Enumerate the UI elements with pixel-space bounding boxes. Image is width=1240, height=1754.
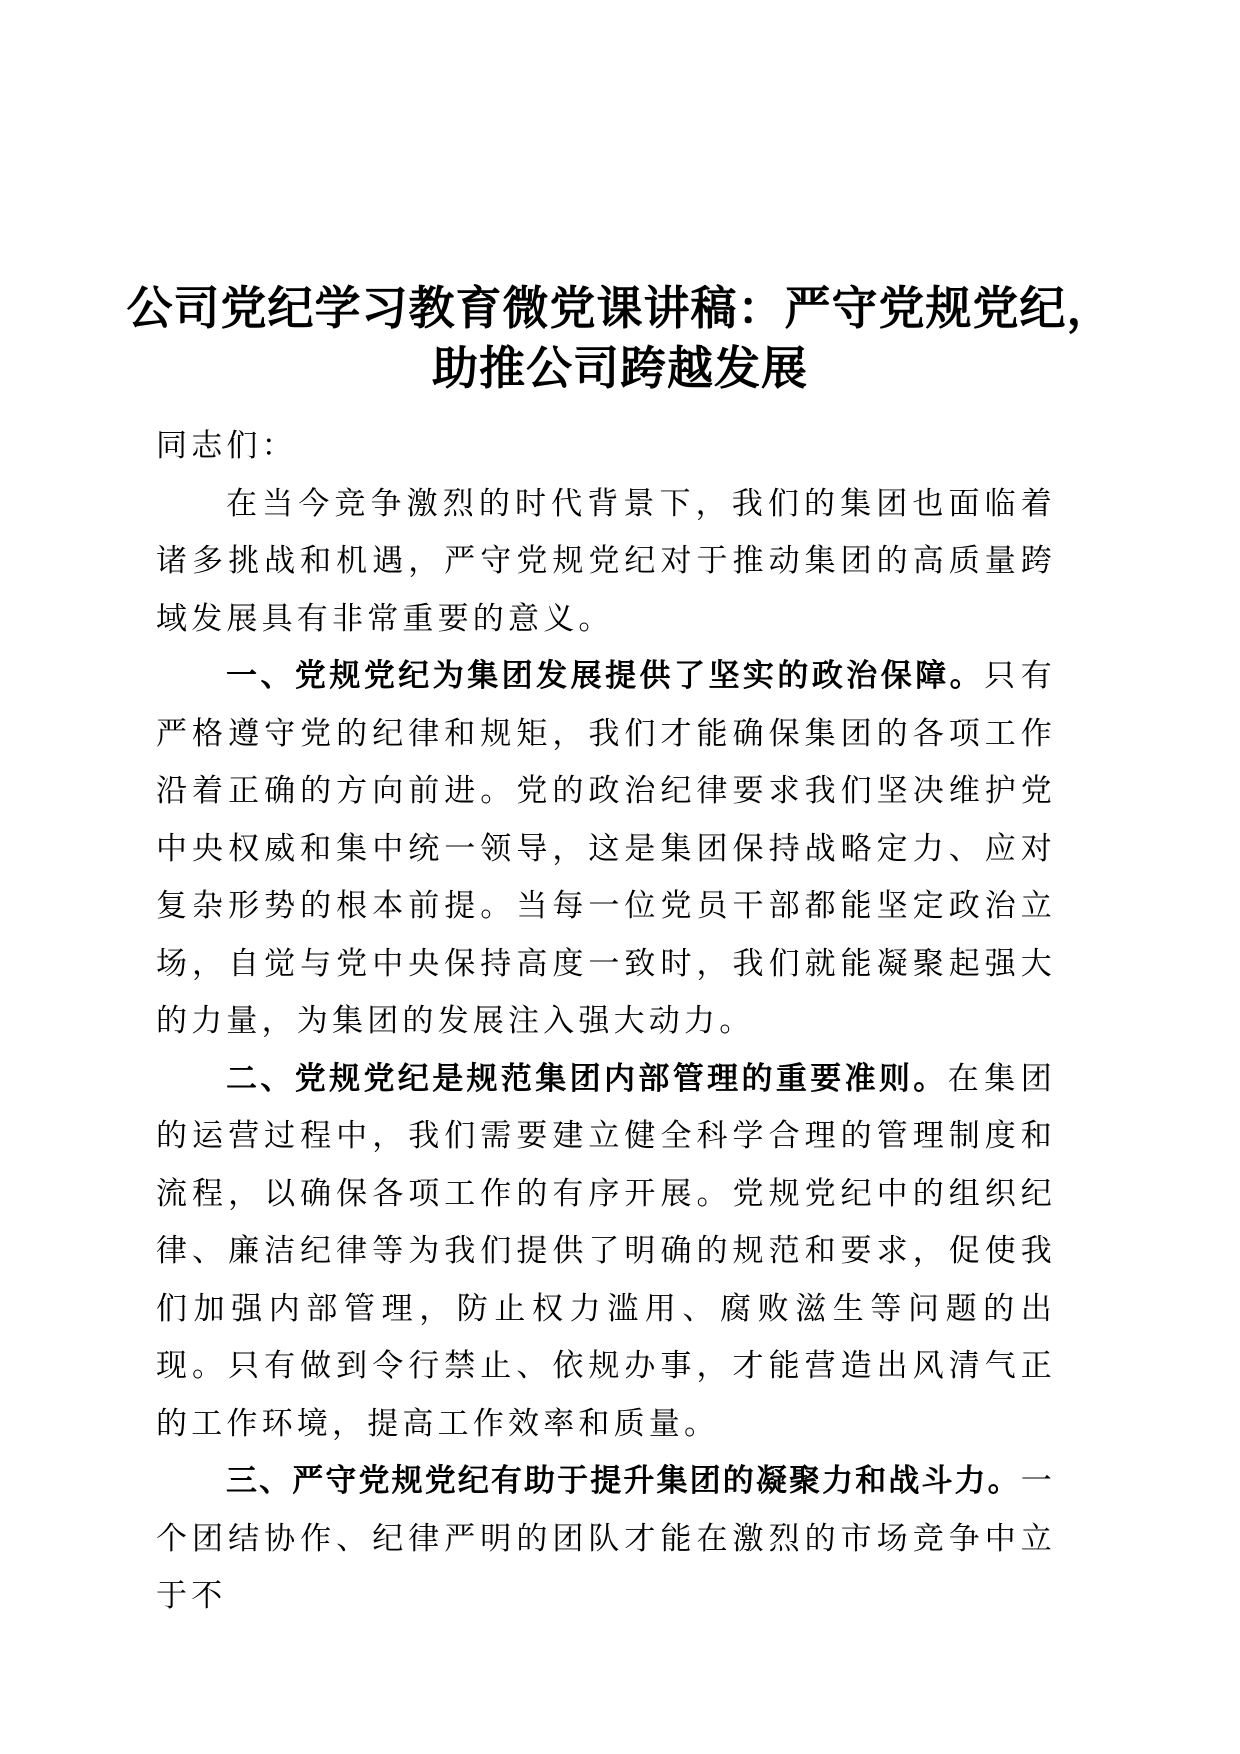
section-2-paragraph	[156, 1051, 1056, 1454]
document-title	[120, 278, 1120, 398]
title-line-2: 助推公司跨越发展	[432, 341, 808, 395]
section-2-heading: 二、党规党纪是规范集团内部管理的重要准则。	[226, 1060, 948, 1097]
title-line-1: 公司党纪学习教育微党课讲稿：严守党规党纪，	[126, 281, 1114, 335]
intro-paragraph: 在当今竞争激烈的时代背景下，我们的集团也面临着诸多挑战和机遇，严守党规党纪对于推动集团的高质量跨域发展具有非常重要的意义。	[156, 485, 1056, 637]
section-3-heading: 三、严守党规党纪有助于提升集团的凝聚力和战斗力。	[226, 1463, 1021, 1499]
section-3-body: 一个团结协作、纪律严明的团队才能在激烈的市场竞争中立于不	[156, 1463, 1056, 1614]
section-3-paragraph	[156, 1453, 1056, 1626]
section-2-body: 在集团的运营过程中，我们需要建立健全科学合理的管理制度和流程，以确保各项工作的有序开展。党规党纪中的组织纪律、廉洁纪律等为我们提供了明确的规范和要求，促使我们加强内部管理，防止权力滥用、腐败滋生等问题的出现。只有做到令行禁止、依规办事，才能营造出风清气正的工作环境，提高工作效率和质量。	[156, 1060, 1057, 1442]
section-1-heading: 一、党规党纪为集团发展提供了坚实的政治保障。	[226, 658, 985, 694]
section-1-body: 只有严格遵守党的纪律和规矩，我们才能确保集团的各项工作沿着正确的方向前进。党的政治纪律要求我们坚决维护党中央权威和集中统一领导，这是集团保持战略定力、应对复杂形势的根本前提。当每一位党员干部都能坚定政治立场，自觉与党中央保持高度一致时，我们就能凝聚起强大的力量，为集团的发展注入强大动力。	[156, 658, 1057, 1039]
salutation: 同志们：	[156, 428, 297, 464]
document-body	[156, 418, 1056, 1626]
section-1-paragraph	[156, 648, 1056, 1051]
